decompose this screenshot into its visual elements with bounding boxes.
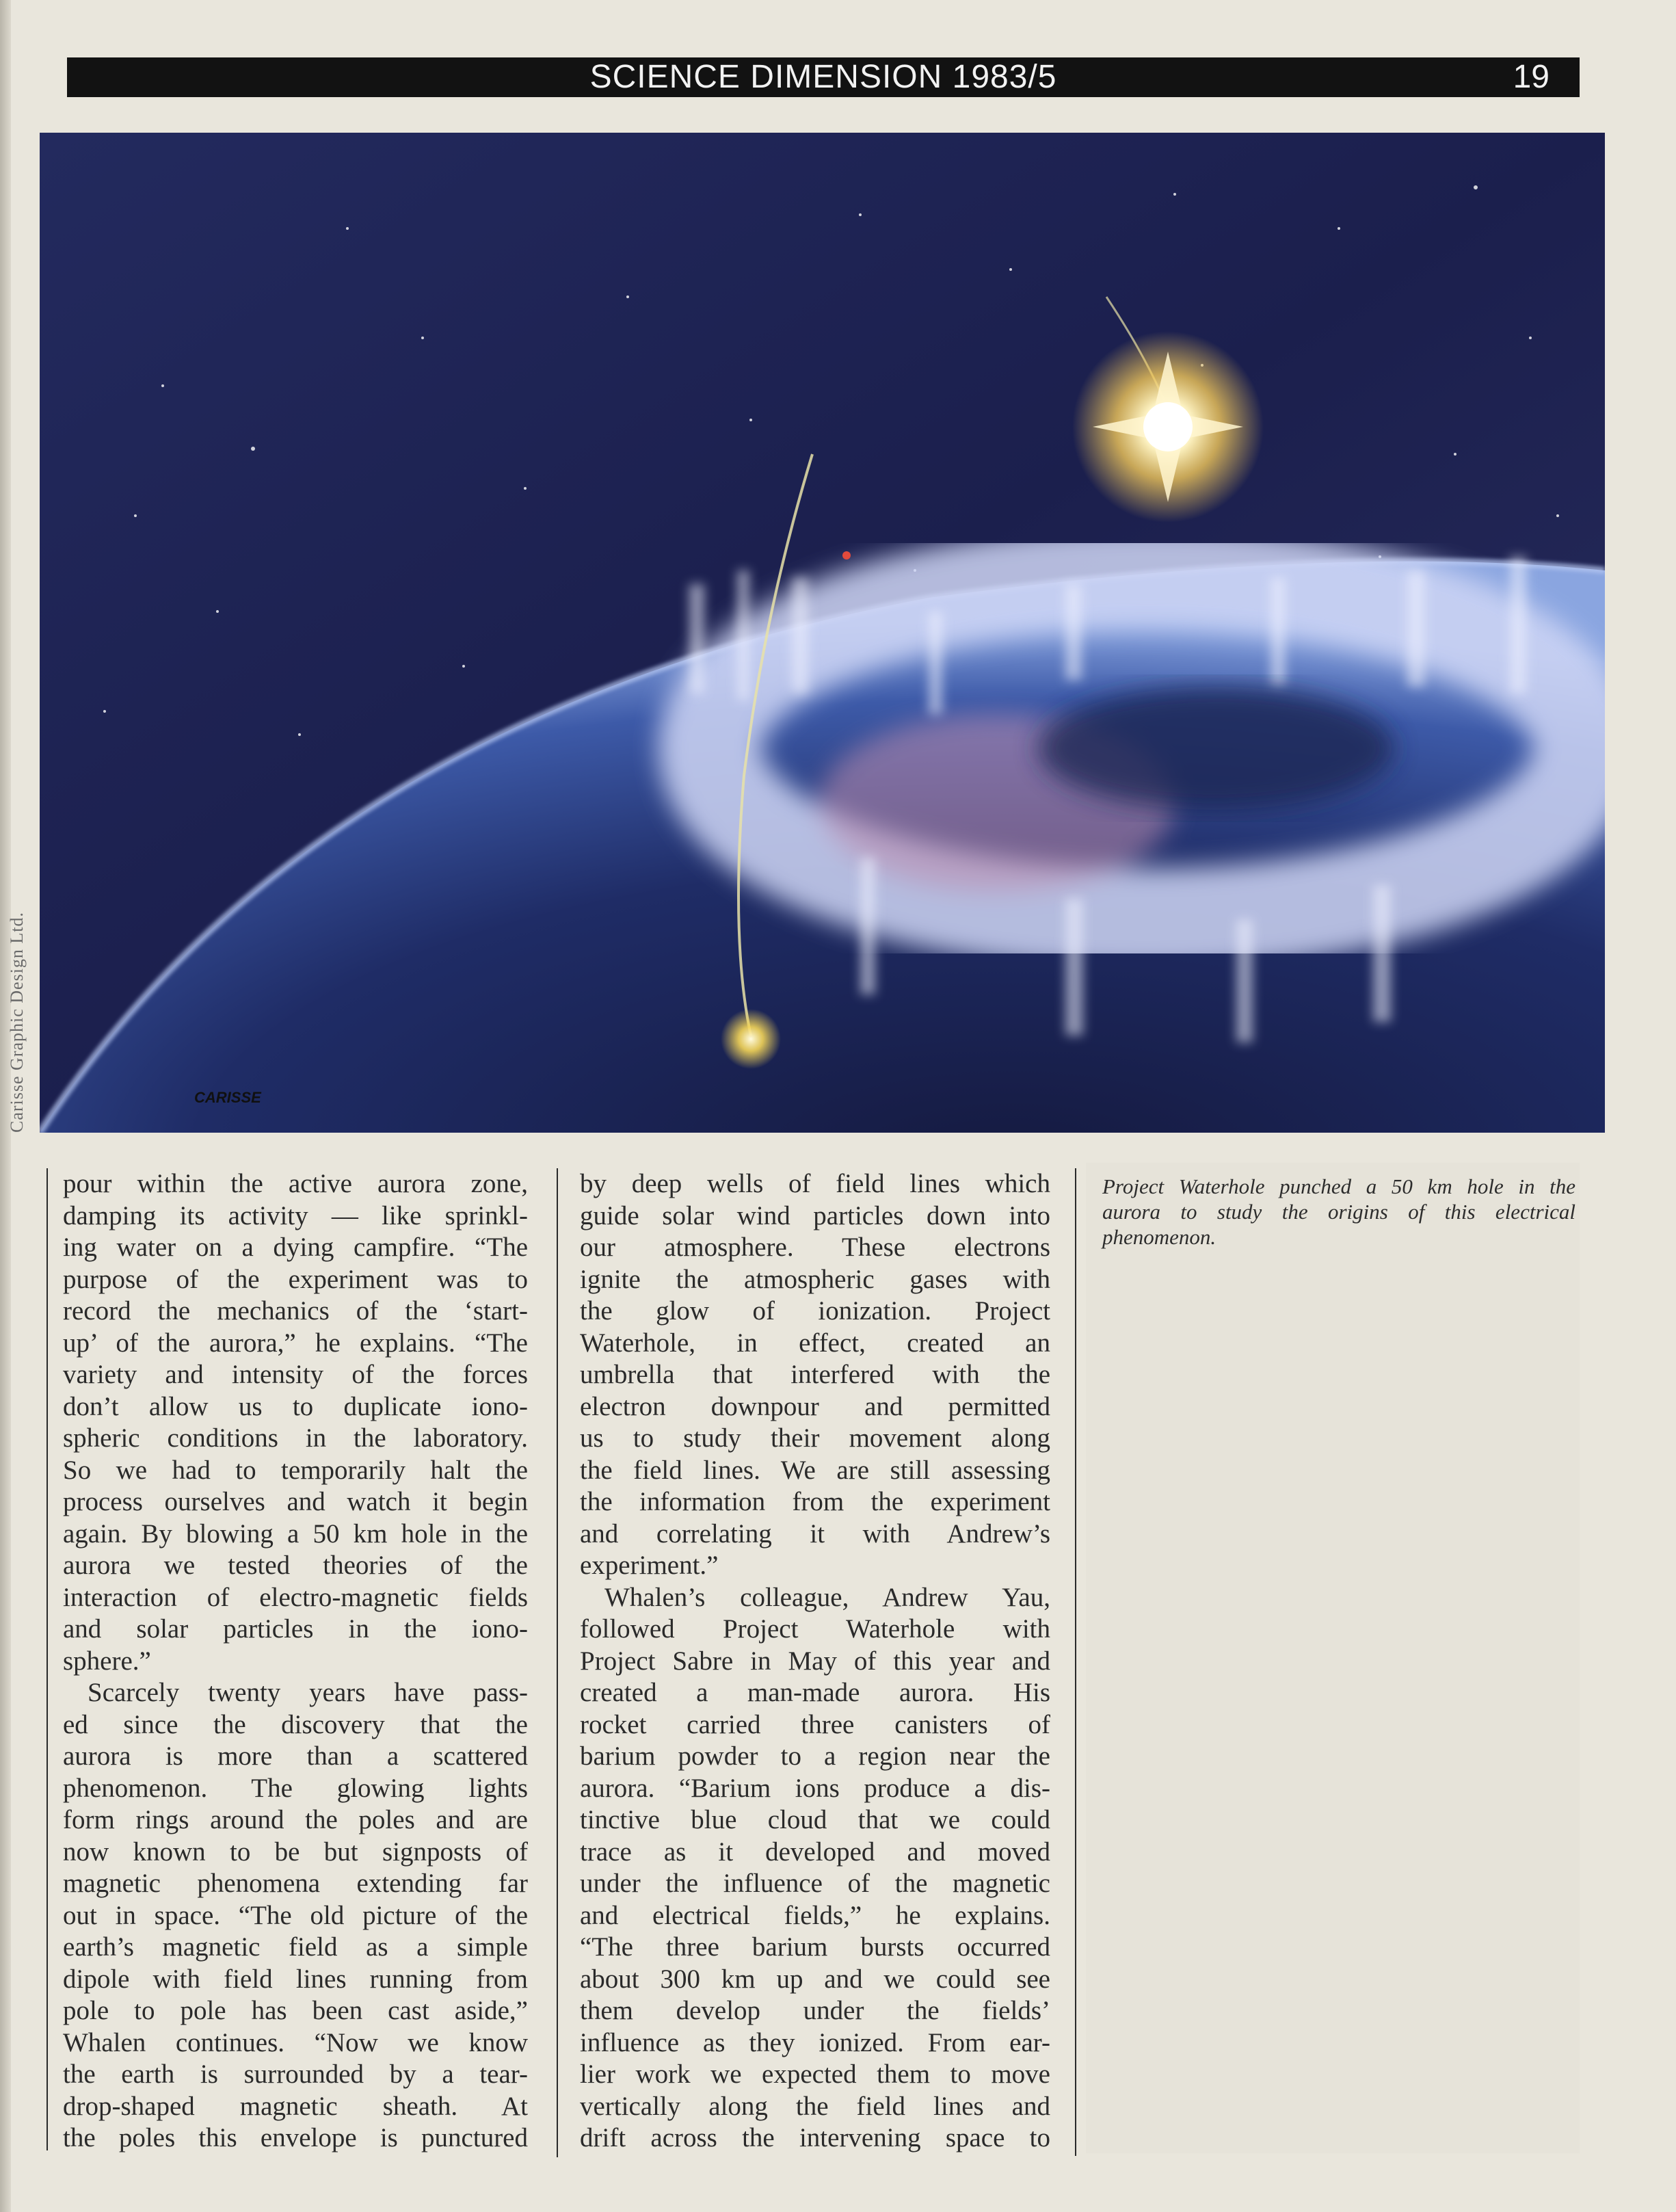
- text-line: our atmosphere. These electrons: [580, 1233, 1050, 1262]
- page-number: 19: [1513, 59, 1549, 95]
- article-column-1: [63, 1168, 528, 2155]
- magazine-title: SCIENCE DIMENSION 1983/5: [589, 59, 1057, 95]
- text-line: and electrical fields,” he explains.: [580, 1900, 1050, 1930]
- text-line: now known to be but signposts of: [63, 1836, 528, 1867]
- text-line: Scarcely twenty years have pass-: [88, 1678, 528, 1707]
- text-line: don’t allow us to duplicate iono-: [63, 1391, 528, 1421]
- text-line: electron downpour and permitted: [580, 1391, 1050, 1421]
- text-line: pour within the active aurora zone,: [63, 1169, 528, 1198]
- text-line: aurora we tested theories of the: [63, 1551, 528, 1580]
- text-line: the earth is surrounded by a tear-: [63, 2059, 528, 2089]
- text-line: us to study their movement along: [580, 1423, 1050, 1453]
- text-line: rocket carried three canisters of: [580, 1709, 1050, 1739]
- column-rule-left: [46, 1168, 48, 2150]
- text-line: aurora is more than a scattered: [63, 1741, 528, 1771]
- artist-signature: CARISSE: [194, 1089, 261, 1106]
- column-rule-middle: [557, 1168, 558, 2157]
- aurora-illustration: [40, 133, 1605, 1133]
- caption-panel: [1086, 1163, 1580, 2153]
- text-line: process ourselves and watch it begin: [63, 1487, 528, 1516]
- text-line: drop-shaped magnetic sheath. At: [63, 2091, 528, 2121]
- text-line: tinctive blue cloud that we could: [580, 1805, 1050, 1834]
- text-line: influence as they ionized. From ear-: [580, 2027, 1050, 2057]
- text-line: by deep wells of field lines which: [580, 1169, 1050, 1198]
- text-line: interaction of electro-magnetic fields: [63, 1582, 528, 1612]
- caption-line: aurora to study the origins of this electrical: [1102, 1200, 1575, 1224]
- running-header: [67, 57, 1580, 97]
- text-line: them develop under the fields’: [580, 1996, 1050, 2025]
- text-line: ignite the atmospheric gases with: [580, 1264, 1050, 1294]
- text-line: Whalen’s colleague, Andrew Yau,: [604, 1582, 1050, 1612]
- text-line: the field lines. We are still assessing: [580, 1455, 1050, 1485]
- text-line: and correlating it with Andrew’s: [580, 1518, 1050, 1549]
- caption-line: Project Waterhole punched a 50 km hole in the: [1102, 1174, 1575, 1198]
- text-line: form rings around the poles and are: [63, 1805, 528, 1834]
- text-line: experiment.”: [580, 1551, 719, 1580]
- text-line: Waterhole, in effect, created an: [580, 1328, 1050, 1358]
- text-line: drift across the intervening space to: [580, 2123, 1050, 2152]
- text-line: under the influence of the magnetic: [580, 1869, 1050, 1898]
- text-line: and solar particles in the iono-: [63, 1614, 528, 1644]
- text-line: out in space. “The old picture of the: [63, 1900, 528, 1930]
- text-line: followed Project Waterhole with: [580, 1614, 1050, 1644]
- column-rule-right: [1075, 1168, 1076, 2156]
- caption-line: phenomenon.: [1102, 1225, 1216, 1249]
- text-line: the glow of ionization. Project: [580, 1296, 1050, 1326]
- text-line: created a man-made aurora. His: [580, 1678, 1050, 1707]
- text-line: record the mechanics of the ‘start-: [63, 1296, 528, 1326]
- text-line: purpose of the experiment was to: [63, 1264, 528, 1294]
- text-line: about 300 km up and we could see: [580, 1964, 1050, 1994]
- text-line: Whalen continues. “Now we know: [63, 2027, 528, 2057]
- text-line: variety and intensity of the forces: [63, 1360, 528, 1389]
- illustration-credit: Carisse Graphic Design Ltd.: [7, 911, 27, 1133]
- text-line: up’ of the aurora,” he explains. “The: [63, 1328, 528, 1358]
- text-line: umbrella that interfered with the: [580, 1360, 1050, 1389]
- text-line: again. By blowing a 50 km hole in the: [63, 1518, 528, 1549]
- text-line: damping its activity — like sprinkl-: [63, 1200, 528, 1230]
- text-line: spheric conditions in the laboratory.: [63, 1423, 528, 1453]
- text-line: barium powder to a region near the: [580, 1741, 1050, 1771]
- text-line: “The three barium bursts occurred: [580, 1932, 1050, 1962]
- text-line: So we had to temporarily halt the: [63, 1455, 528, 1485]
- text-line: the information from the experiment: [580, 1487, 1050, 1516]
- text-line: earth’s magnetic field as a simple: [63, 1932, 528, 1962]
- text-line: sphere.”: [63, 1646, 151, 1676]
- text-line: pole to pole has been cast aside,”: [63, 1996, 528, 2025]
- text-line: magnetic phenomena extending far: [63, 1869, 528, 1898]
- text-line: phenomenon. The glowing lights: [63, 1773, 528, 1803]
- text-line: guide solar wind particles down into: [580, 1200, 1050, 1230]
- text-line: the poles this envelope is punctured: [63, 2123, 528, 2152]
- text-line: ing water on a dying campfire. “The: [63, 1233, 528, 1262]
- text-line: trace as it developed and moved: [580, 1836, 1050, 1867]
- article-column-2: [580, 1168, 1050, 2155]
- figure-caption: [1102, 1174, 1575, 1250]
- text-line: dipole with field lines running from: [63, 1964, 528, 1994]
- text-line: ed since the discovery that the: [63, 1709, 528, 1739]
- text-line: vertically along the field lines and: [580, 2091, 1050, 2121]
- text-line: aurora. “Barium ions produce a dis-: [580, 1773, 1050, 1803]
- text-line: lier work we expected them to move: [580, 2059, 1050, 2089]
- text-line: Project Sabre in May of this year and: [580, 1646, 1050, 1676]
